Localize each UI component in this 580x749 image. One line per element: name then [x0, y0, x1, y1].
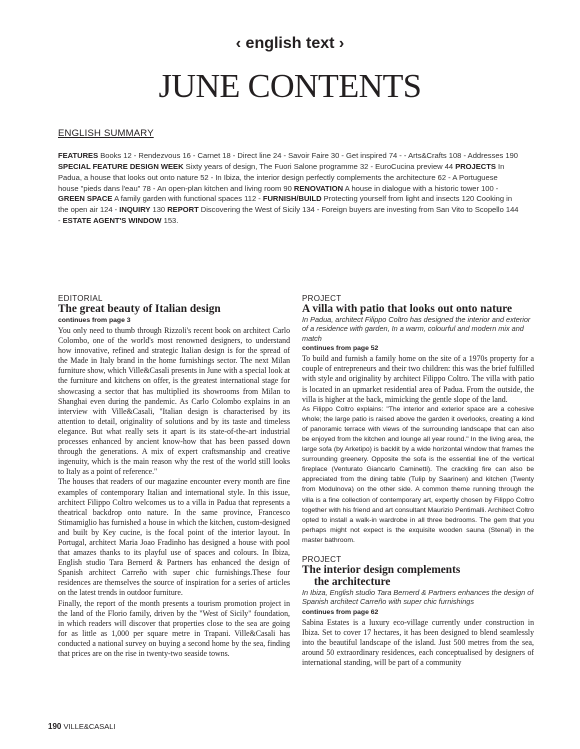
- summary-section-text: Protecting yourself from light and insects 120 Cooking in the open air 124 -: [58, 194, 513, 215]
- editorial-body: [58, 326, 290, 659]
- summary-section-label: GREEN SPACE: [58, 194, 113, 204]
- editorial-title: The great beauty of Italian design: [58, 303, 221, 315]
- summary-section-text: Sixty years of design, The Fuori Salone programme 32 - EuroCucina preview 44: [183, 161, 456, 171]
- project-title-line: the architecture: [314, 576, 391, 588]
- editorial-paragraph: Finally, the report of the month presents a tourism promotion project in the land of the Florio family, driven by the "West of Sicily" foundation, in which readers will discover that properties close to the sea are going for as little as 1,000 per square metre in Trapani. Ville&Casali has conducted a national survey on buying a second home by the sea, finding that prices are on the rise in twenty-two seaside towns.: [58, 598, 290, 658]
- project-ibiza: [302, 555, 534, 668]
- summary-section-label: PROJECTS: [455, 161, 496, 171]
- projects-column: [302, 294, 534, 668]
- magazine-name: VILLE&CASALI: [63, 722, 116, 731]
- summary-section-label: SPECIAL FEATURE DESIGN WEEK: [58, 161, 184, 171]
- summary-section-text: Books 12 - Rendezvous 16 - Carnet 18 - Direct line 24 - Savoir Faire 30 - Get inspired 74 - - Arts&Crafts 108 - Addresses 190: [98, 151, 519, 160]
- summary-section-text: Discovering the West of Sicily 134 - Foreign buyers are investing from San Vito to Scopello 144 -: [58, 205, 519, 226]
- summary-title: ENGLISH SUMMARY: [58, 128, 154, 139]
- project-subtitle: In Ibiza, English studio Tara Bernerd & Partners enhances the design of Spanish architect Carreño with super chic furnishings: [302, 588, 534, 607]
- project-body: [302, 354, 534, 546]
- section-tag: ‹ english text ›: [235, 35, 345, 52]
- project-villa-padua: [302, 294, 534, 546]
- project-continues: continues from page 62: [302, 608, 379, 616]
- project-kicker: PROJECT: [302, 294, 342, 303]
- summary-section-label: REPORT: [167, 205, 199, 215]
- summary-body: [58, 151, 520, 227]
- editorial-kicker: EDITORIAL: [58, 294, 103, 303]
- page-number: 190: [48, 722, 62, 731]
- summary-section-text: A house in dialogue with a historic tower 100 -: [343, 183, 499, 193]
- summary-section-label: ESTATE AGENT'S WINDOW: [62, 216, 162, 226]
- page-title: JUNE CONTENTS: [158, 68, 422, 105]
- summary-section-label: INQUIRY: [119, 205, 151, 215]
- summary-section-text: 130: [150, 205, 168, 215]
- editorial-column: [58, 294, 290, 659]
- summary-section-text: 153.: [161, 216, 179, 226]
- project-paragraph: Sabina Estates is a luxury eco-village currently under construction in Ibiza. Set to cover 17 hectares, it has been designed to blend seamlessly into the beautiful landscape of the island. Just 500 metres from the sea, around 50 extraordinary residences, each conceptualised by designers of international standing, will be part of a community: [302, 617, 534, 668]
- project-title-line: The interior design complements: [302, 564, 461, 576]
- summary-section-label: FEATURES: [58, 151, 99, 160]
- page-footer: [48, 722, 116, 731]
- project-paragraph: To build and furnish a family home on the site of a 1970s property for a couple of entrepreneurs and their two children: this was the brief fulfilled with style and originality by architect Filippo Coltro. The villa with patio is located in an upmarket residential area of Padua. From the outside, the villa is higher at the back, mimicking the gentle slope of the land.: [302, 354, 534, 404]
- project-continues: continues from page 52: [302, 345, 379, 353]
- project-kicker: PROJECT: [302, 555, 342, 564]
- editorial-paragraph: You only need to thumb through Rizzoli's recent book on architect Carlo Colombo, one of the world's most renowned designers, to understand how innovative, refined and strategic Italian design is for the spread of the Made in Italy brand in the home furnishings sector. The next Milan furniture show, which Ville&Casali presents in June with a special look at the furniture and kitchens on offer, is the greatest international stage for showcasing a sector that has multiplied its showrooms from Milan to Shanghai even during the pandemic. As Carlo Colombo explains in an interview with Ville&Casali, "Italian design is characterised by its attention to detail, originality of solutions and by its taste and timeless elegance. But what really sets it apart is its state-of-the-art industrial processes enhanced by ancient know-how that has been passed down through the generations. A mix of expert craftsmanship and creative ingenuity, which is the main reason why the rest of the world still looks to Italy as a point of reference.": [58, 326, 290, 477]
- project-title: A villa with patio that looks out onto nature: [302, 303, 513, 315]
- summary-section-label: RENOVATION: [293, 183, 344, 193]
- summary-section-label: FURNISH/BUILD: [262, 194, 322, 204]
- project-subtitle: In Padua, architect Filippo Coltro has designed the interior and exterior of a residence with garden, In a warm, colourful and modern mix and match: [302, 315, 531, 343]
- summary-section-text: A family garden with functional spaces 112 -: [112, 194, 263, 204]
- project-body: [302, 618, 534, 668]
- editorial-paragraph: The houses that readers of our magazine encounter every month are fine examples of contemporary Italian and international style. In this issue, architect Filippo Coltro welcomes us to a villa in Padua that represents a theatrical backdrop onto nature. In the same province, Francesco Stimamiglio has furnished a house in which the kitchen, custom-designed and built by Key cucine, is the focal point of the interior layout. In Portugal, architect Maria Joao Fradinho has designed a house with pool that amazes thanks to its playful use of spaces and colours. In Ibiza, English studio Tara Bernerd & Partners has enhanced the design of Spanish architect Carreño with super chic furnishings.These four residences are themselves the source of inspiration for a series of articles on the latest trends in outdoor furniture.: [58, 477, 290, 598]
- summary-section-text: In Padua, a house that looks out onto nature 52 - In Ibiza, the interior design perfectly complements the architecture 62 - A Portuguese house "pieds dans l'eau" 78 - An open-plan kitchen and living room 90: [58, 161, 505, 193]
- project-paragraph: As Filippo Coltro explains: "The interior and exterior space are a cohesive whole; the large patio is raised above the garden it overlooks, creating a kind of panoramic terrace with views of the surrounding landscape that can also be enjoyed from the kitchen and lounge all year round." In the living area, the large sofa (by Arketipo) is backlit by a wide horizontal window that frames the surrounding greenery. Opposite the sofa is the essential line of the vertical fireplace (Venturato Giancarlo Caminetti). The crackling fire can also be appreciated from the dining table (Tulip by Saarinen) and kitchen (Twenty from Modulnova) on the other side. A common theme running through the villa is a fine collection of contemporary art, expertly chosen by Filippo Coltro together with his friend and art consultant Maurizio Pentimalli. Architect Coltro opted to install a walk-in wardrobe in all three bedrooms. The gem that you perhaps might not expect is the exquisite wooden sauna (Stenal) in the master bathroom.: [302, 405, 534, 544]
- editorial-continues: continues from page 3: [58, 317, 131, 324]
